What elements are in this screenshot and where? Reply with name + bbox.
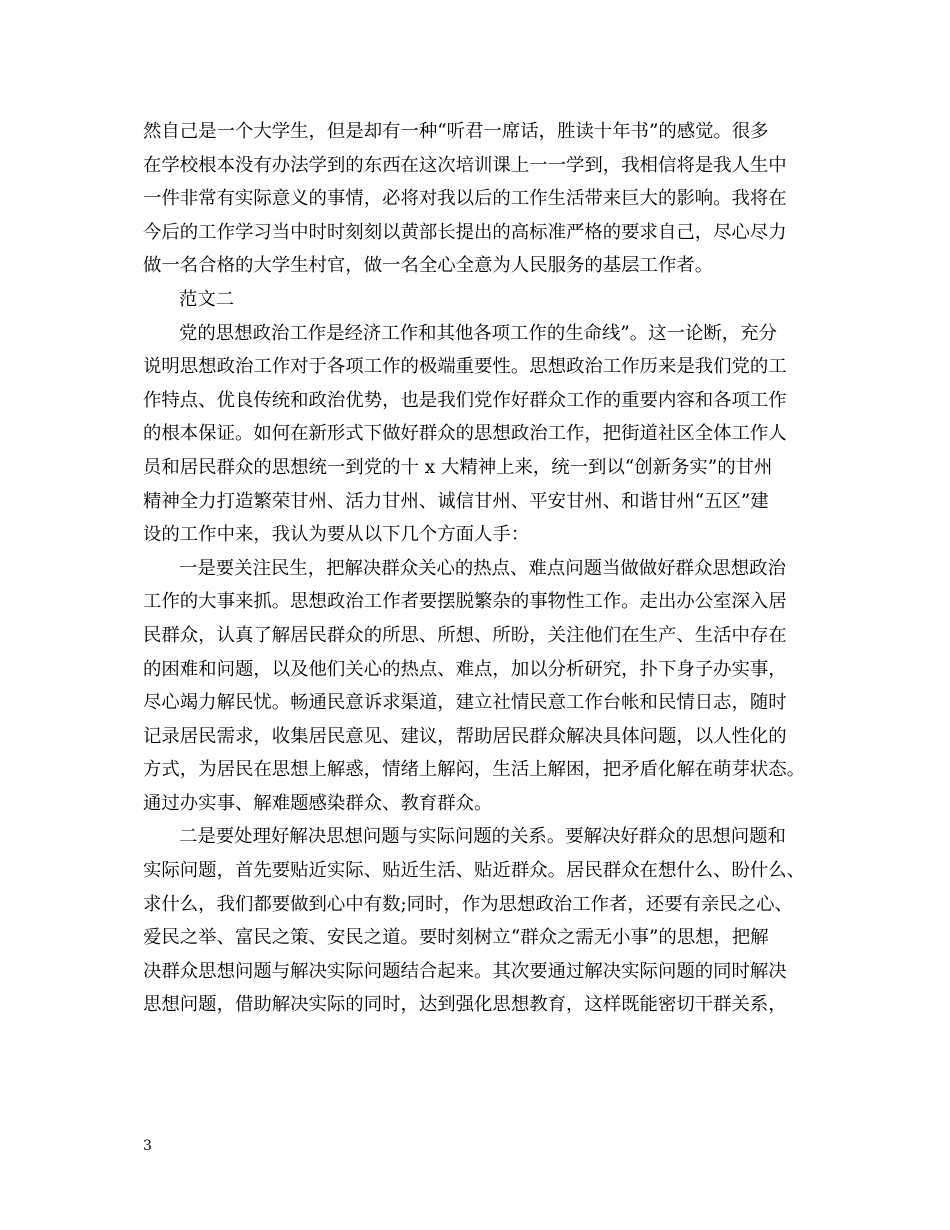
text-line: 今后的工作学习当中时时刻刻以黄部长提出的高标准严格的要求自己，尽心尽力 — [143, 221, 787, 243]
text-line: 尽心竭力解民忧。畅通民意诉求渠道，建立社情民意工作台帐和民情日志，随时 — [143, 692, 787, 714]
text-line: 记录居民需求，收集居民意见、建议，帮助居民群众解决具体问题，以人性化的 — [143, 725, 787, 747]
text-line: 工作的大事来抓。思想政治工作者要摆脱繁杂的事物性工作。走出办公室深入居 — [143, 591, 787, 613]
text-line: 一件非常有实际意义的事情，必将对我以后的工作生活带来巨大的影响。我将在 — [143, 188, 787, 210]
text-line: 思想问题，借助解决实际的同时，达到强化思想教育，这样既能密切干群关系， — [143, 994, 787, 1016]
text-line: 通过办实事、解难题感染群众、教育群众。 — [143, 792, 493, 814]
page-number: 3 — [143, 1138, 152, 1154]
text-line: 的困难和问题，以及他们关心的热点、难点，加以分析研究，扑下身子办实事， — [143, 658, 787, 680]
text-line: 然自己是一个大学生，但是却有一种“听君一席话，胜读十年书”的感觉。很多 — [143, 121, 769, 142]
body-text — [143, 115, 823, 1022]
text-line: 党的思想政治工作是经济工作和其他各项工作的生命线”。这一论断，充分 — [179, 322, 777, 344]
text-line: 在学校根本没有办法学到的东西在这次培训课上一一学到，我相信将是我人生中 — [143, 154, 787, 176]
text-line: 求什么，我们都要做到心中有数;同时，作为思想政治工作者，还要有亲民之心、 — [143, 893, 793, 915]
text-line: 爱民之举、富民之策、安民之道。要时刻树立“群众之需无小事”的思想，把解 — [143, 927, 769, 949]
text-line: 方式，为居民在思想上解惑，情绪上解闷，生活上解困，把矛盾化解在萌芽状态。 — [143, 759, 806, 781]
section-heading: 范文二 — [179, 288, 235, 310]
text-line: 员和居民群众的思想统一到党的十 x 大精神上来，统一到以“创新务实”的甘州 — [143, 456, 773, 478]
text-line: 设的工作中来，我认为要从以下几个方面人手： — [143, 524, 530, 546]
text-line: 二是要处理好解决思想问题与实际问题的关系。要解决好群众的思想问题和 — [179, 826, 786, 848]
text-line: 一是要关注民生，把解决群众关心的热点、难点问题当做做好群众思想政治 — [179, 557, 786, 579]
text-line: 说明思想政治工作对于各项工作的极端重要性。思想政治工作历来是我们党的工 — [143, 356, 787, 378]
text-line: 做一名合格的大学生村官，做一名全心全意为人民服务的基层工作者。 — [143, 255, 714, 277]
text-line: 决群众思想问题与解决实际问题结合起来。其次要通过解决实际问题的同时解决 — [143, 960, 787, 982]
text-line: 的根本保证。如何在新形式下做好群众的思想政治工作，把街道社区全体工作人 — [143, 423, 787, 445]
text-line: 实际问题，首先要贴近实际、贴近生活、贴近群众。居民群众在想什么、盼什么、 — [143, 860, 806, 882]
text-line: 精神全力打造繁荣甘州、活力甘州、诚信甘州、平安甘州、和谐甘州“五区”建 — [143, 490, 769, 512]
text-line: 民群众，认真了解居民群众的所思、所想、所盼，关注他们在生产、生活中存在 — [143, 624, 787, 646]
text-line: 作特点、优良传统和政治优势，也是我们党作好群众工作的重要内容和各项工作 — [143, 389, 787, 411]
